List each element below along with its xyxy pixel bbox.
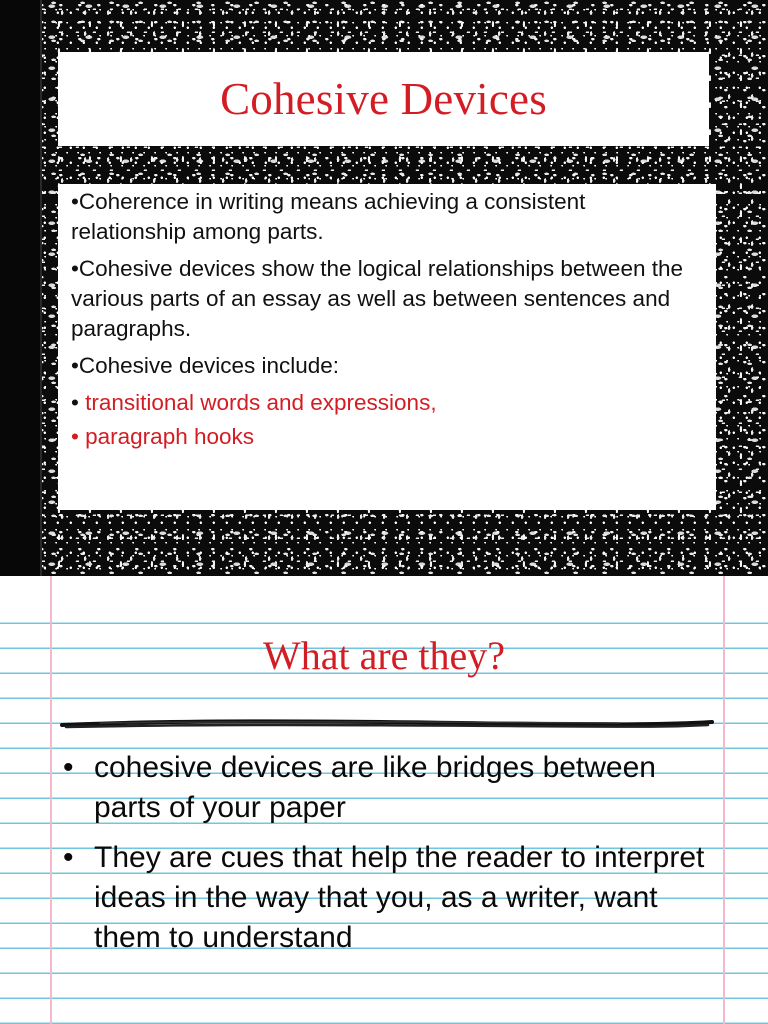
- slide-what-are-they: [0, 576, 768, 1024]
- content-box: [58, 184, 716, 510]
- bullet-transitional-words: • transitional words and expressions,: [71, 390, 437, 415]
- bullet-devices-include: •Cohesive devices include:: [71, 353, 340, 378]
- bullet-list: [63, 748, 723, 968]
- title-box: [58, 52, 709, 146]
- list-item: • cohesive devices are like bridges between parts of your paper: [63, 751, 656, 824]
- bullet-logical-relationships: •Cohesive devices show the logical relationships between the various parts of an essay as well as between sentences and paragraphs.: [71, 256, 683, 341]
- bullet-coherence: •Coherence in writing means achieving a consistent relationship among parts.: [71, 189, 586, 244]
- slide-title-2: What are they?: [262, 633, 506, 678]
- brush-underline: [60, 716, 714, 734]
- list-item: • They are cues that help the reader to interpret ideas in the way that you, as a writer, want them to understand: [63, 841, 705, 954]
- slide-title: Cohesive Devices: [220, 74, 547, 124]
- bullet-paragraph-hooks: • paragraph hooks: [71, 424, 255, 449]
- notebook-binding: [0, 0, 40, 576]
